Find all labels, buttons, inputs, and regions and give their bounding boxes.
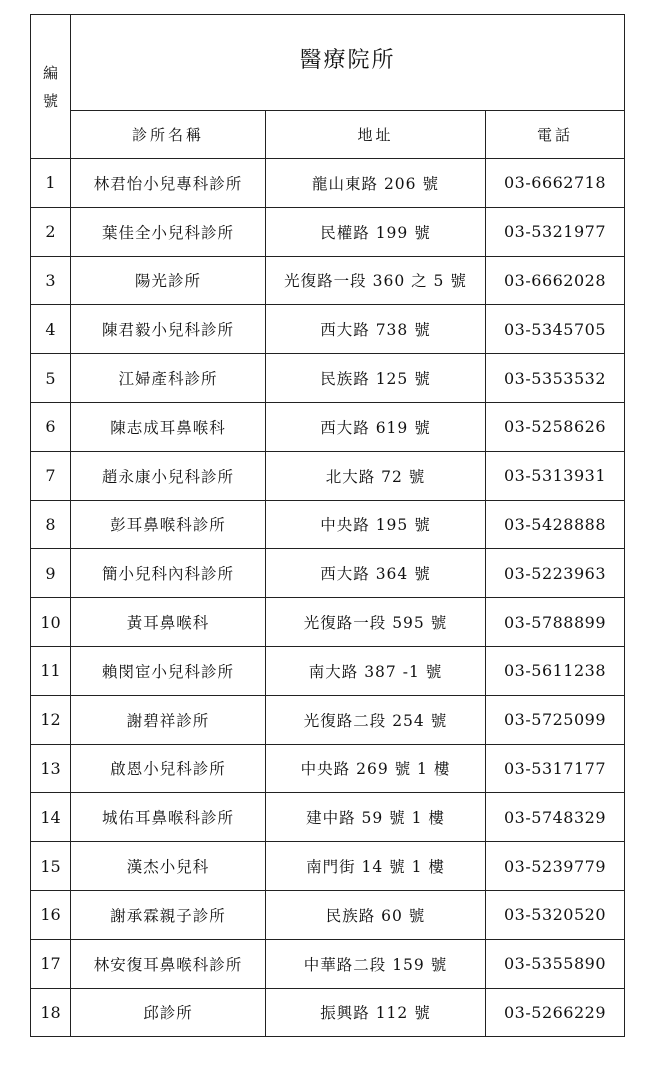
row-number: 4: [31, 305, 71, 354]
column-header-row: [31, 111, 625, 159]
clinic-phone: 03-6662718: [486, 159, 625, 208]
clinic-name: 城佑耳鼻喉科診所: [71, 793, 266, 842]
clinic-name: 謝碧祥診所: [71, 695, 266, 744]
row-number: 12: [31, 695, 71, 744]
clinic-address: 南大路 387 -1 號: [266, 646, 486, 695]
row-number: 6: [31, 402, 71, 451]
clinic-address: 西大路 364 號: [266, 549, 486, 598]
row-number: 5: [31, 354, 71, 403]
table-row: [31, 354, 625, 403]
clinic-name: 陳志成耳鼻喉科: [71, 402, 266, 451]
clinic-name: 漢杰小兒科: [71, 842, 266, 891]
clinic-phone: 03-5239779: [486, 842, 625, 891]
clinic-phone: 03-5223963: [486, 549, 625, 598]
table-row: [31, 695, 625, 744]
table-row: [31, 890, 625, 939]
clinic-name: 彭耳鼻喉科診所: [71, 500, 266, 549]
clinic-phone: 03-5345705: [486, 305, 625, 354]
clinic-address: 民權路 199 號: [266, 207, 486, 256]
row-number: 13: [31, 744, 71, 793]
row-number: 11: [31, 646, 71, 695]
clinic-address: 振興路 112 號: [266, 988, 486, 1037]
row-number: 10: [31, 598, 71, 647]
row-number: 15: [31, 842, 71, 891]
clinic-address: 西大路 619 號: [266, 402, 486, 451]
row-number: 16: [31, 890, 71, 939]
clinic-phone: 03-5258626: [486, 402, 625, 451]
clinic-phone: 03-5266229: [486, 988, 625, 1037]
clinic-name: 黃耳鼻喉科: [71, 598, 266, 647]
clinic-phone: 03-5355890: [486, 939, 625, 988]
clinic-phone: 03-5320520: [486, 890, 625, 939]
clinic-phone: 03-5725099: [486, 695, 625, 744]
clinic-address: 中華路二段 159 號: [266, 939, 486, 988]
row-number: 1: [31, 159, 71, 208]
clinic-name: 葉佳全小兒科診所: [71, 207, 266, 256]
row-number: 8: [31, 500, 71, 549]
clinic-phone: 03-5321977: [486, 207, 625, 256]
clinic-phone: 03-5313931: [486, 451, 625, 500]
clinic-address: 民族路 60 號: [266, 890, 486, 939]
clinic-name: 啟恩小兒科診所: [71, 744, 266, 793]
number-header-line1: 編: [42, 63, 58, 82]
table-row: [31, 744, 625, 793]
table-row: [31, 256, 625, 305]
clinic-address: 龍山東路 206 號: [266, 159, 486, 208]
table-row: [31, 451, 625, 500]
row-number: 2: [31, 207, 71, 256]
table-row: [31, 598, 625, 647]
row-number: 9: [31, 549, 71, 598]
clinic-phone: 03-5353532: [486, 354, 625, 403]
table-row: [31, 207, 625, 256]
clinic-name: 賴閔宦小兒科診所: [71, 646, 266, 695]
clinic-address: 光復路一段 595 號: [266, 598, 486, 647]
table-row: [31, 988, 625, 1037]
clinic-phone: 03-5317177: [486, 744, 625, 793]
clinic-address: 光復路一段 360 之 5 號: [266, 256, 486, 305]
clinic-name: 林君怡小兒專科診所: [71, 159, 266, 208]
table-row: [31, 305, 625, 354]
clinic-table: [30, 14, 625, 1037]
clinic-address: 西大路 738 號: [266, 305, 486, 354]
table-title-cell: [71, 15, 625, 111]
clinic-address: 民族路 125 號: [266, 354, 486, 403]
clinic-phone: 03-5428888: [486, 500, 625, 549]
table-row: [31, 549, 625, 598]
clinic-address: 中央路 269 號 1 樓: [266, 744, 486, 793]
clinic-name-header: 診所名稱: [71, 111, 266, 159]
address-header: 地址: [266, 111, 486, 159]
clinic-address: 建中路 59 號 1 樓: [266, 793, 486, 842]
clinic-address: 光復路二段 254 號: [266, 695, 486, 744]
row-number: 3: [31, 256, 71, 305]
table-row: [31, 939, 625, 988]
table-row: [31, 793, 625, 842]
phone-header: 電話: [486, 111, 625, 159]
clinic-phone: 03-5788899: [486, 598, 625, 647]
title-row: [31, 15, 625, 111]
clinic-name: 趙永康小兒科診所: [71, 451, 266, 500]
row-number: 14: [31, 793, 71, 842]
clinic-name: 謝承霖親子診所: [71, 890, 266, 939]
table-row: [31, 646, 625, 695]
table-row: [31, 402, 625, 451]
clinic-name: 陽光診所: [71, 256, 266, 305]
clinic-address: 北大路 72 號: [266, 451, 486, 500]
row-number: 7: [31, 451, 71, 500]
clinic-address: 中央路 195 號: [266, 500, 486, 549]
clinic-name: 邱診所: [71, 988, 266, 1037]
clinic-name: 陳君毅小兒科診所: [71, 305, 266, 354]
clinic-address: 南門街 14 號 1 樓: [266, 842, 486, 891]
row-number: 18: [31, 988, 71, 1037]
clinic-name: 江婦產科診所: [71, 354, 266, 403]
table-row: [31, 842, 625, 891]
clinic-name: 林安復耳鼻喉科診所: [71, 939, 266, 988]
clinic-phone: 03-5611238: [486, 646, 625, 695]
table-row: [31, 159, 625, 208]
row-number: 17: [31, 939, 71, 988]
clinic-phone: 03-5748329: [486, 793, 625, 842]
number-header-line2: 號: [42, 91, 58, 110]
number-column-header: [31, 15, 71, 159]
clinic-phone: 03-6662028: [486, 256, 625, 305]
table-row: [31, 500, 625, 549]
table-title: 醫療院所: [299, 48, 396, 73]
clinic-name: 簡小兒科內科診所: [71, 549, 266, 598]
